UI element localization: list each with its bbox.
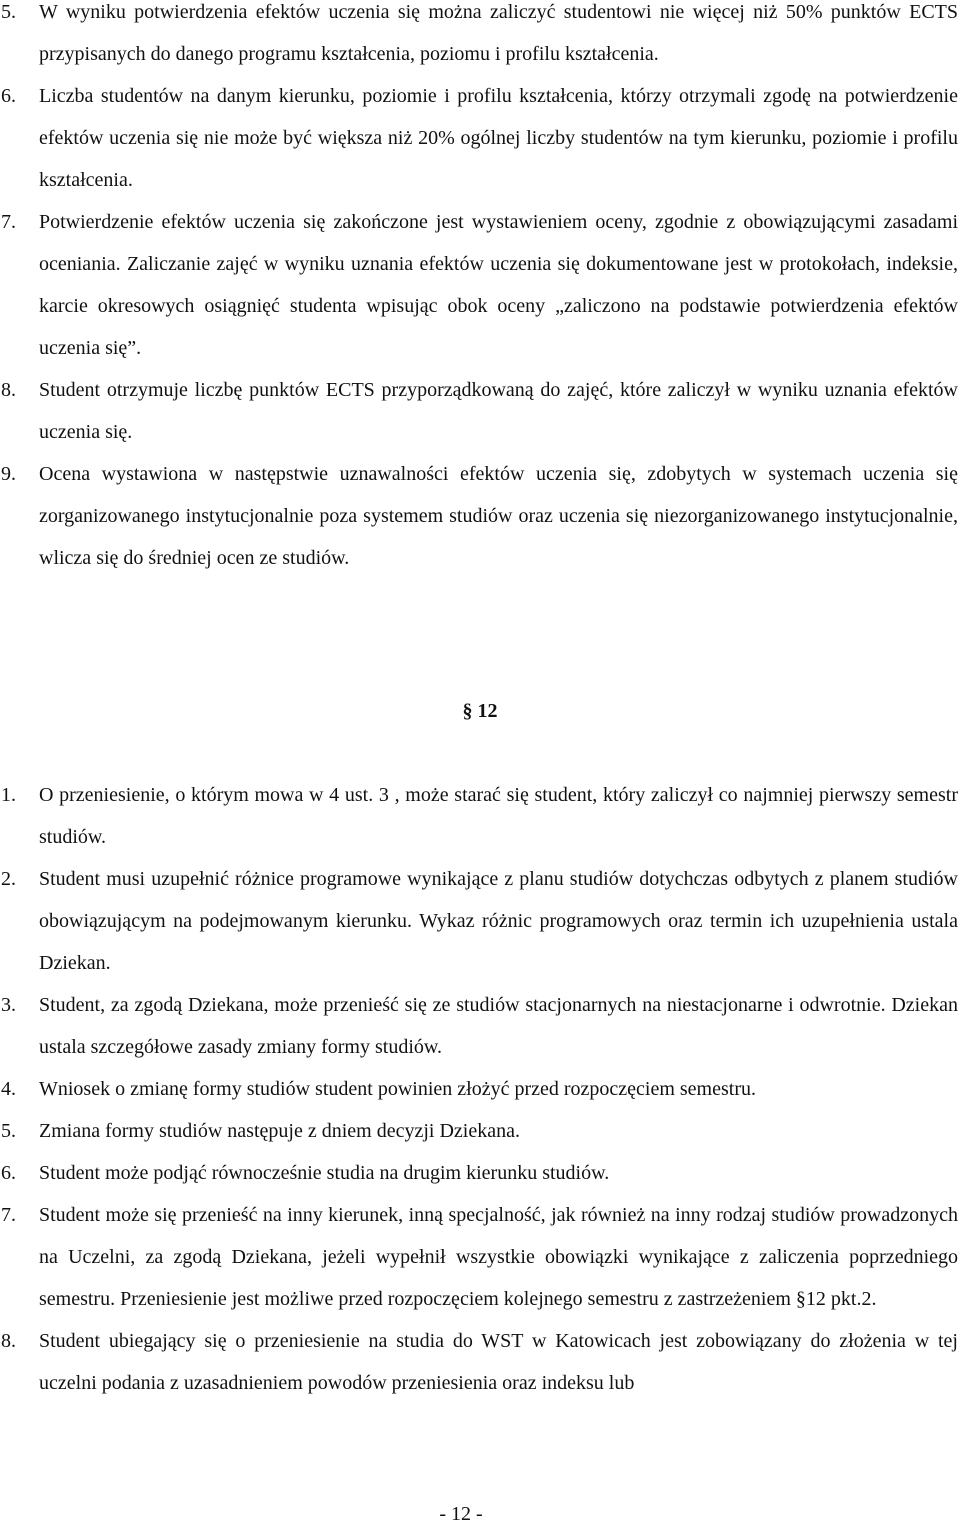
item-number: 6. — [1, 1162, 16, 1184]
item-text: Ocena wystawiona w następstwie uznawalności efektów uczenia się, zdobytych w systemach uczenia się zorganizowanego instytucjonalnie poza systemem studiów oraz uczenia się niezorganizowanego instytucjonalnie, wlicza się do średniej ocen ze studiów. — [39, 463, 958, 569]
item-text: W wyniku potwierdzenia efektów uczenia się można zaliczyć studentowi nie więcej niż 50% punktów ECTS przypisanych do danego programu kształcenia, poziomu i profilu kształcenia. — [39, 1, 958, 65]
list-item — [0, 858, 960, 984]
item-number: 8. — [1, 1330, 16, 1352]
list-item — [0, 1320, 960, 1404]
item-text: Student musi uzupełnić różnice programowe wynikające z planu studiów dotychczas odbytych z planem studiów obowiązującym na podejmowanym kierunku. Wykaz różnic programowych oraz termin ich uzupełnienia ustala Dziekan. — [39, 868, 958, 974]
item-text: Student ubiegający się o przeniesienie na studia do WST w Katowicach jest zobowiązany do złożenia w tej uczelni podania z uzasadnieniem powodów przeniesienia oraz indeksu lub — [39, 1330, 958, 1394]
item-text: Student, za zgodą Dziekana, może przenieść się ze studiów stacjonarnych na niestacjonarne i odwrotnie. Dziekan ustala szczegółowe zasady zmiany formy studiów. — [39, 994, 958, 1058]
item-text: Potwierdzenie efektów uczenia się zakończone jest wystawieniem oceny, zgodnie z obowiązującymi zasadami oceniania. Zaliczanie zajęć w wyniku uznania efektów uczenia się dokumentowane jest w protokołach, indeksie, karcie okresowych osiągnięć studenta wpisując obok oceny „zaliczono na podstawie potwierdzenia efektów uczenia się”. — [39, 211, 958, 359]
list-item — [0, 453, 960, 579]
list-item — [0, 984, 960, 1068]
list-item — [0, 1110, 960, 1152]
list-item — [0, 1194, 960, 1320]
item-text: Student otrzymuje liczbę punktów ECTS przyporządkowaną do zajęć, które zaliczył w wyniku uznania efektów uczenia się. — [39, 379, 958, 443]
item-text: O przeniesienie, o którym mowa w 4 ust. 3 , może starać się student, który zaliczył co najmniej pierwszy semestr studiów. — [39, 784, 958, 848]
list-item — [0, 0, 960, 75]
list-item — [0, 201, 960, 369]
item-number: 1. — [1, 784, 16, 806]
section-heading: § 12 — [462, 700, 498, 722]
item-number: 5. — [1, 1, 16, 23]
list-item — [0, 75, 960, 201]
item-number: 6. — [1, 85, 16, 107]
numbered-list-section-11 — [0, 0, 960, 579]
item-text: Student może się przenieść na inny kierunek, inną specjalność, jak również na inny rodzaj studiów prowadzonych na Uczelni, za zgodą Dziekana, jeżeli wypełnił wszystkie obowiązki wynikające z zaliczenia poprzedniego semestru. Przeniesienie jest możliwe przed rozpoczęciem kolejnego semestru z zastrzeżeniem §12 pkt.2. — [39, 1204, 958, 1310]
list-item — [0, 1068, 960, 1110]
item-number: 2. — [1, 868, 16, 890]
item-number: 4. — [1, 1078, 16, 1100]
item-text: Liczba studentów na danym kierunku, poziomie i profilu kształcenia, którzy otrzymali zgodę na potwierdzenie efektów uczenia się nie może być większa niż 20% ogólnej liczby studentów na tym kierunku, poziomie i profilu kształcenia. — [39, 85, 958, 191]
item-number: 3. — [1, 994, 16, 1016]
page-number: - 12 - — [439, 1503, 483, 1525]
item-number: 7. — [1, 1204, 16, 1226]
list-item — [0, 1152, 960, 1194]
item-number: 9. — [1, 463, 16, 485]
list-item — [0, 369, 960, 453]
item-number: 7. — [1, 211, 16, 233]
item-text: Wniosek o zmianę formy studiów student powinien złożyć przed rozpoczęciem semestru. — [39, 1078, 756, 1100]
numbered-list-section-12 — [0, 774, 960, 1404]
list-item — [0, 774, 960, 858]
item-number: 5. — [1, 1120, 16, 1142]
item-number: 8. — [1, 379, 16, 401]
item-text: Zmiana formy studiów następuje z dniem decyzji Dziekana. — [39, 1120, 520, 1142]
item-text: Student może podjąć równocześnie studia na drugim kierunku studiów. — [39, 1162, 610, 1184]
